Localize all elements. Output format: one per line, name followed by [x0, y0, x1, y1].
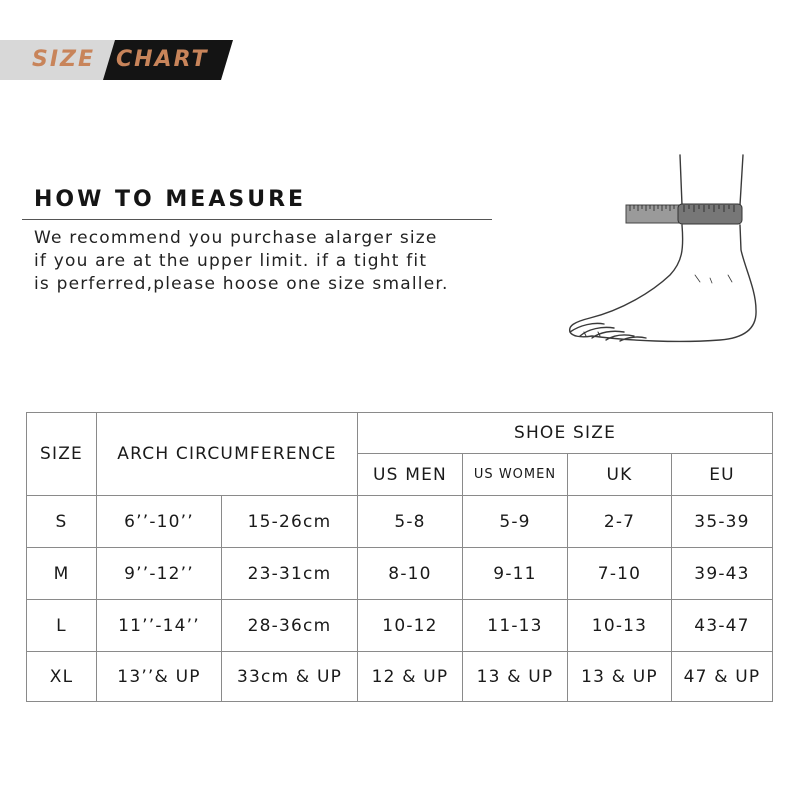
cell-arch-inches: 9’’-12’’ — [97, 548, 222, 600]
cell-uk: 7-10 — [568, 548, 672, 600]
header-arch-circumference: ARCH CIRCUMFERENCE — [97, 413, 358, 496]
cell-uk: 10-13 — [568, 600, 672, 652]
cell-arch-inches: 13’’& UP — [97, 652, 222, 702]
measure-description — [34, 227, 504, 296]
cell-arch-inches: 6’’-10’’ — [97, 496, 222, 548]
header-size: SIZE — [27, 413, 97, 496]
cell-eu: 43-47 — [672, 600, 773, 652]
cell-arch-inches: 11’’-14’’ — [97, 600, 222, 652]
cell-arch-cm: 15-26cm — [222, 496, 358, 548]
cell-us-women: 11-13 — [463, 600, 568, 652]
cell-size: XL — [27, 652, 97, 702]
header-uk: UK — [568, 454, 672, 496]
measure-title: HOW TO MEASURE — [34, 187, 307, 212]
cell-size: L — [27, 600, 97, 652]
table-row — [27, 548, 773, 600]
cell-arch-cm: 23-31cm — [222, 548, 358, 600]
measure-description-line: if you are at the upper limit. if a tight fit — [34, 251, 428, 271]
cell-us-women: 9-11 — [463, 548, 568, 600]
banner-chart-label: CHART — [116, 47, 209, 72]
cell-uk: 2-7 — [568, 496, 672, 548]
cell-size: M — [27, 548, 97, 600]
header-us-men: US MEN — [358, 454, 463, 496]
table-row — [27, 600, 773, 652]
cell-us-women: 13 & UP — [463, 652, 568, 702]
header-us-women: US WOMEN — [463, 454, 568, 496]
header-eu: EU — [672, 454, 773, 496]
size-chart-table — [26, 412, 773, 702]
table-row — [27, 496, 773, 548]
cell-eu: 39-43 — [672, 548, 773, 600]
cell-us-men: 8-10 — [358, 548, 463, 600]
banner-size-label: SIZE — [32, 47, 96, 72]
table-header-row — [27, 413, 773, 454]
cell-us-women: 5-9 — [463, 496, 568, 548]
cell-us-men: 5-8 — [358, 496, 463, 548]
cell-eu: 35-39 — [672, 496, 773, 548]
header-shoe-size: SHOE SIZE — [358, 413, 773, 454]
table-row — [27, 652, 773, 702]
cell-eu: 47 & UP — [672, 652, 773, 702]
cell-uk: 13 & UP — [568, 652, 672, 702]
measure-description-line: We recommend you purchase alarger size — [34, 228, 438, 248]
measure-divider — [22, 219, 492, 220]
cell-size: S — [27, 496, 97, 548]
cell-us-men: 12 & UP — [358, 652, 463, 702]
cell-arch-cm: 33cm & UP — [222, 652, 358, 702]
cell-arch-cm: 28-36cm — [222, 600, 358, 652]
cell-us-men: 10-12 — [358, 600, 463, 652]
foot-with-measuring-tape-icon — [560, 150, 765, 355]
measure-description-line: is perferred,please hoose one size smaller. — [34, 274, 449, 294]
